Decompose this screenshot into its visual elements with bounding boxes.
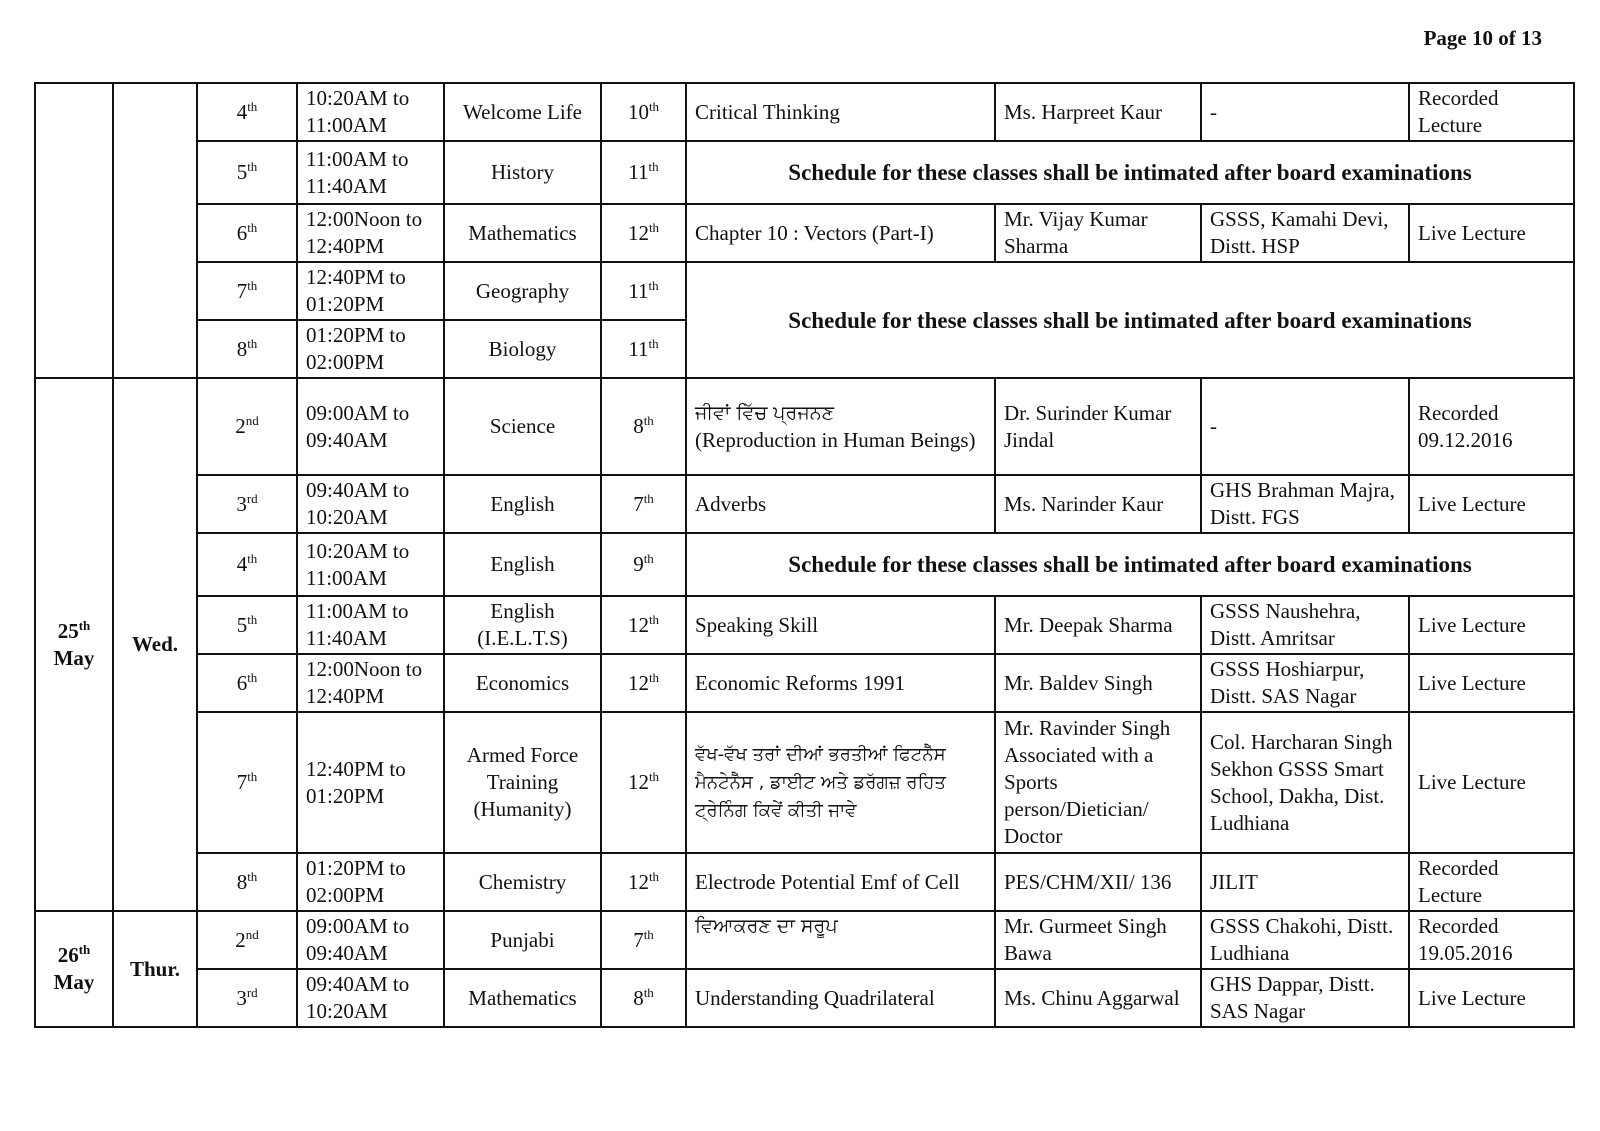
mode-cell: Live Lecture (1409, 712, 1574, 853)
teacher-cell: Mr. Ravinder Singh Associated with a Sports person/Dietician/ Doctor (995, 712, 1201, 853)
teacher-cell: Dr. Surinder Kumar Jindal (995, 378, 1201, 475)
table-row (35, 596, 1574, 654)
school-cell: GSSS Naushehra, Distt. Amritsar (1201, 596, 1409, 654)
subject-cell: Armed Force Training (Humanity) (444, 712, 601, 853)
class-cell: 7th (601, 475, 686, 533)
topic-cell: ਵਿਆਕਰਣ ਦਾ ਸਰੂਪ (686, 911, 995, 969)
topic-punjabi: ਜੀਵਾਂ ਵਿੱਚ ਪ੍ਰਜਨਣ (695, 401, 834, 424)
time-cell: 11:00AM to 11:40AM (297, 141, 444, 204)
class-cell: 11th (601, 320, 686, 378)
teacher-cell: Mr. Gurmeet Singh Bawa (995, 911, 1201, 969)
table-row (35, 475, 1574, 533)
topic-cell: Understanding Quadrilateral (686, 969, 995, 1027)
subject-cell: History (444, 141, 601, 204)
subject-cell: English (444, 533, 601, 596)
table-row (35, 83, 1574, 141)
period-cell: 4th (197, 83, 297, 141)
class-cell: 11th (601, 262, 686, 320)
period-cell: 2nd (197, 911, 297, 969)
notice-cell: Schedule for these classes shall be intimated after board examinations (686, 262, 1574, 378)
date-cell-empty (35, 83, 113, 378)
teacher-cell: Mr. Vijay Kumar Sharma (995, 204, 1201, 262)
period-cell: 6th (197, 654, 297, 712)
time-cell: 01:20PM to 02:00PM (297, 320, 444, 378)
date-cell: 25th May (35, 378, 113, 911)
class-cell: 10th (601, 83, 686, 141)
mode-cell: Recorded 19.05.2016 (1409, 911, 1574, 969)
class-cell: 8th (601, 378, 686, 475)
table-row (35, 533, 1574, 596)
school-cell: - (1201, 378, 1409, 475)
subject-cell: English (I.E.L.T.S) (444, 596, 601, 654)
time-cell: 12:40PM to 01:20PM (297, 712, 444, 853)
mode-cell: Live Lecture (1409, 596, 1574, 654)
subject-cell: English (444, 475, 601, 533)
table-row (35, 969, 1574, 1027)
topic-cell: Speaking Skill (686, 596, 995, 654)
time-cell: 09:00AM to 09:40AM (297, 378, 444, 475)
table-row (35, 262, 1574, 320)
teacher-cell: Ms. Narinder Kaur (995, 475, 1201, 533)
date-cell: 26th May (35, 911, 113, 1027)
class-cell: 12th (601, 204, 686, 262)
topic-cell: ਵੱਖ-ਵੱਖ ਤਰਾਂ ਦੀਆਂ ਭਰਤੀਆਂ ਫਿਟਨੈੱਸ ਮੈਨਟੇਨੈੱਸ , ਡਾਈਟ ਅਤੇ ਡਰੱਗਜ਼ ਰਹਿਤ ਟ੍ਰੇਨਿੰਗ ਕਿਵੇਂ ਕੀਤੀ ਜਾਵੇ (686, 712, 995, 853)
subject-cell: Science (444, 378, 601, 475)
subject-cell: Mathematics (444, 969, 601, 1027)
class-cell: 12th (601, 712, 686, 853)
page-number: Page 10 of 13 (1423, 26, 1542, 50)
time-cell: 12:00Noon to 12:40PM (297, 204, 444, 262)
class-cell: 8th (601, 969, 686, 1027)
school-cell: GHS Brahman Majra, Distt. FGS (1201, 475, 1409, 533)
subject-cell: Geography (444, 262, 601, 320)
teacher-cell: Ms. Harpreet Kaur (995, 83, 1201, 141)
topic-english: (Reproduction in Human Beings) (695, 427, 976, 452)
period-cell: 5th (197, 596, 297, 654)
subject-cell: Biology (444, 320, 601, 378)
subject-cell: Economics (444, 654, 601, 712)
schedule-table (34, 82, 1575, 1028)
subject-cell: Welcome Life (444, 83, 601, 141)
period-cell: 3rd (197, 475, 297, 533)
topic-cell: Electrode Potential Emf of Cell (686, 853, 995, 911)
teacher-cell: Ms. Chinu Aggarwal (995, 969, 1201, 1027)
table-row (35, 654, 1574, 712)
topic-cell: Adverbs (686, 475, 995, 533)
period-cell: 7th (197, 712, 297, 853)
topic-cell: Critical Thinking (686, 83, 995, 141)
mode-cell: Recorded Lecture (1409, 83, 1574, 141)
time-cell: 10:20AM to 11:00AM (297, 533, 444, 596)
period-cell: 6th (197, 204, 297, 262)
class-cell: 12th (601, 654, 686, 712)
mode-cell: Recorded 09.12.2016 (1409, 378, 1574, 475)
period-cell: 2nd (197, 378, 297, 475)
period-cell: 3rd (197, 969, 297, 1027)
class-cell: 12th (601, 596, 686, 654)
time-cell: 11:00AM to 11:40AM (297, 596, 444, 654)
mode-cell: Live Lecture (1409, 969, 1574, 1027)
table-row (35, 911, 1574, 969)
table-row (35, 853, 1574, 911)
class-cell: 12th (601, 853, 686, 911)
teacher-cell: Mr. Deepak Sharma (995, 596, 1201, 654)
mode-cell: Live Lecture (1409, 654, 1574, 712)
subject-cell: Mathematics (444, 204, 601, 262)
school-cell: GSSS Hoshiarpur, Distt. SAS Nagar (1201, 654, 1409, 712)
day-cell: Thur. (113, 911, 197, 1027)
mode-cell: Live Lecture (1409, 475, 1574, 533)
table-row (35, 712, 1574, 853)
period-cell: 4th (197, 533, 297, 596)
mode-cell: Recorded Lecture (1409, 853, 1574, 911)
time-cell: 09:00AM to 09:40AM (297, 911, 444, 969)
table-row (35, 141, 1574, 204)
school-cell: GHS Dappar, Distt. SAS Nagar (1201, 969, 1409, 1027)
subject-cell: Chemistry (444, 853, 601, 911)
table-row (35, 204, 1574, 262)
school-cell: Col. Harcharan Singh Sekhon GSSS Smart School, Dakha, Dist. Ludhiana (1201, 712, 1409, 853)
time-cell: 09:40AM to 10:20AM (297, 969, 444, 1027)
period-cell: 8th (197, 320, 297, 378)
class-cell: 9th (601, 533, 686, 596)
school-cell: GSSS Chakohi, Distt. Ludhiana (1201, 911, 1409, 969)
period-cell: 7th (197, 262, 297, 320)
table-row (35, 378, 1574, 475)
notice-cell: Schedule for these classes shall be intimated after board examinations (686, 533, 1574, 596)
notice-cell: Schedule for these classes shall be intimated after board examinations (686, 141, 1574, 204)
topic-cell (686, 378, 995, 475)
day-cell-empty (113, 83, 197, 378)
teacher-cell: Mr. Baldev Singh (995, 654, 1201, 712)
school-cell: JILIT (1201, 853, 1409, 911)
class-cell: 7th (601, 911, 686, 969)
teacher-cell: PES/CHM/XII/ 136 (995, 853, 1201, 911)
time-cell: 12:40PM to 01:20PM (297, 262, 444, 320)
class-cell: 11th (601, 141, 686, 204)
time-cell: 12:00Noon to 12:40PM (297, 654, 444, 712)
time-cell: 01:20PM to 02:00PM (297, 853, 444, 911)
school-cell: GSSS, Kamahi Devi, Distt. HSP (1201, 204, 1409, 262)
subject-cell: Punjabi (444, 911, 601, 969)
time-cell: 10:20AM to 11:00AM (297, 83, 444, 141)
time-cell: 09:40AM to 10:20AM (297, 475, 444, 533)
period-cell: 8th (197, 853, 297, 911)
school-cell: - (1201, 83, 1409, 141)
topic-cell: Economic Reforms 1991 (686, 654, 995, 712)
mode-cell: Live Lecture (1409, 204, 1574, 262)
topic-cell: Chapter 10 : Vectors (Part-I) (686, 204, 995, 262)
day-cell: Wed. (113, 378, 197, 911)
period-cell: 5th (197, 141, 297, 204)
